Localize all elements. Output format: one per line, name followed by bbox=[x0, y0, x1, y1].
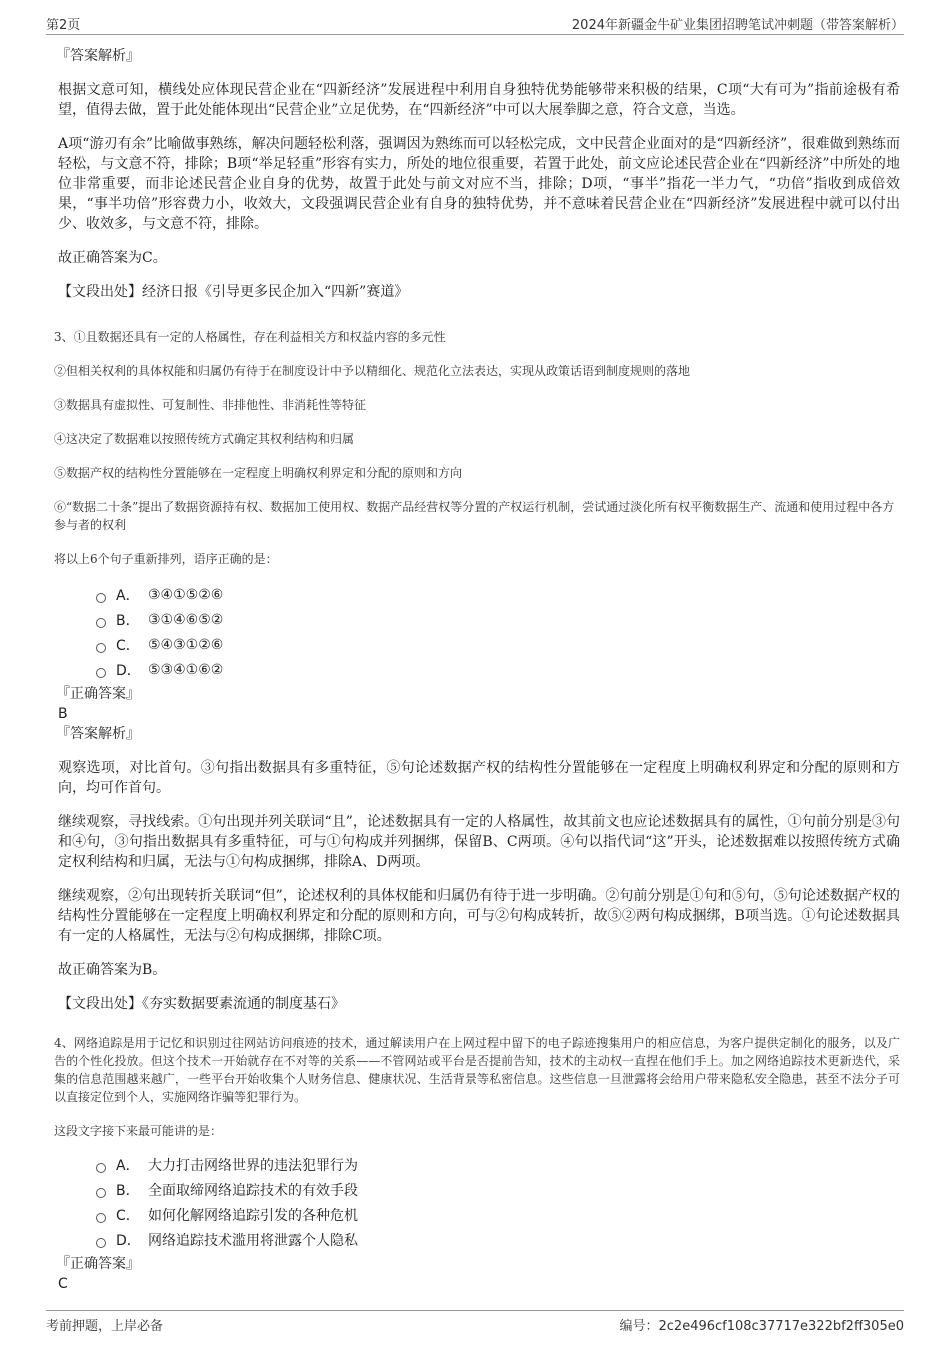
analysis-label: 『答案解析』 bbox=[56, 48, 140, 64]
source-citation: 【文段出处】经济日报《引导更多民企加入“四新”赛道》 bbox=[58, 284, 409, 300]
radio-icon[interactable] bbox=[96, 1188, 106, 1198]
question-3 bbox=[56, 328, 900, 1014]
option-list bbox=[96, 1152, 900, 1252]
correct-answer: B bbox=[58, 706, 68, 722]
correct-answer-label: 『正确答案』 bbox=[56, 1256, 140, 1272]
option-c[interactable]: C． 如何化解网络追踪引发的各种危机 bbox=[96, 1202, 900, 1227]
question-line: ②但相关权利的具体权能和归属仍有待于在制度设计中予以精细化、规范化立法表达，实现从政策话语到制度规则的落地 bbox=[54, 364, 691, 378]
radio-icon[interactable] bbox=[96, 618, 106, 628]
analysis-paragraph: 继续观察，寻找线索。①句出现并列关联词“且”，论述数据具有一定的人格属性，故其前文也应论述数据具有的属性，①句前分别是③句和④句，③句指出数据具有多重特征，可与①句构成并列捆绑，保留B、C两项。④句以指代词“这”开头，论述数据难以按照传统方式确定权利结构和归属，无法与①句构成捆绑，排除A、D两项。 bbox=[58, 814, 900, 870]
correct-answer: C bbox=[58, 1276, 68, 1292]
radio-icon[interactable] bbox=[96, 643, 106, 653]
question-line: ④这决定了数据难以按照传统方式确定其权利结构和归属 bbox=[54, 432, 355, 446]
question-stem: 4、网络追踪是用于记忆和识别过往网站访问痕迹的技术，通过解读用户在上网过程中留下的电子踪迹搜集用户的相应信息，为客户提供定制化的服务，以及广告的个性化投放。但这个技术一开始就存在不对等的关系——不管网站或平台是否提前告知，技术的主动权一直捏在他们手上。加之网络追踪技术更新迭代，采集的信息范围越来越广，一些平台开始收集个人财务信息、健康状况、生活背景等私密信息。这些信息一旦泄露将会给用户带来隐私安全隐患，甚至不法分子可以直接定位到个人，实施网络诈骗等犯罪行为。 bbox=[54, 1036, 900, 1104]
radio-icon[interactable] bbox=[96, 1238, 106, 1248]
analysis-label: 『答案解析』 bbox=[56, 726, 140, 742]
question-4 bbox=[56, 1034, 900, 1294]
question-prompt: 这段文字接下来最可能讲的是： bbox=[54, 1124, 223, 1138]
option-list bbox=[96, 582, 900, 682]
radio-icon[interactable] bbox=[96, 1213, 106, 1223]
radio-icon[interactable] bbox=[96, 668, 106, 678]
option-c[interactable]: C． ⑤④③①②⑥ bbox=[96, 632, 900, 657]
analysis-paragraph: 根据文意可知，横线处应体现民营企业在“四新经济”发展进程中利用自身独特优势能够带来积极的结果，C项“大有可为”指前途极有希望，值得去做，置于此处能体现出“民营企业”立足优势，在“四新经济”中可以大展拳脚之意，符合文意，当选。 bbox=[58, 82, 900, 118]
document-code bbox=[619, 1315, 904, 1334]
question-line: 3、①且数据还具有一定的人格属性，存在利益相关方和权益内容的多元性 bbox=[54, 330, 446, 344]
question-2-analysis bbox=[56, 46, 900, 302]
question-line: ⑥“数据二十条”提出了数据资源持有权、数据加工使用权、数据产品经营权等分置的产权运行机制，尝试通过淡化所有权平衡数据生产、流通和使用过程中各方参与者的权利 bbox=[54, 500, 895, 532]
code-label: 编号： bbox=[619, 1319, 659, 1334]
page-content bbox=[56, 44, 900, 1294]
option-a[interactable]: A． ③④①⑤②⑥ bbox=[96, 582, 900, 607]
option-b[interactable]: B． ③①④⑥⑤② bbox=[96, 607, 900, 632]
correct-answer-label: 『正确答案』 bbox=[56, 686, 140, 702]
page-number: 第2页 bbox=[46, 18, 81, 33]
radio-icon[interactable] bbox=[96, 1163, 106, 1173]
option-a[interactable]: A． 大力打击网络世界的违法犯罪行为 bbox=[96, 1152, 900, 1177]
option-b[interactable]: B． 全面取缔网络追踪技术的有效手段 bbox=[96, 1177, 900, 1202]
question-line: ③数据具有虚拟性、可复制性、非排他性、非消耗性等特征 bbox=[54, 398, 367, 412]
option-d[interactable]: D． ⑤③④①⑥② bbox=[96, 657, 900, 682]
code-value: 2c2e496cf108c37717e322bf2ff305e0 bbox=[658, 1319, 904, 1334]
footer-slogan: 考前押题，上岸必备 bbox=[46, 1319, 164, 1334]
analysis-paragraph: 故正确答案为B。 bbox=[58, 962, 167, 978]
question-line: ⑤数据产权的结构性分置能够在一定程度上明确权利界定和分配的原则和方向 bbox=[54, 466, 463, 480]
analysis-paragraph: 继续观察，②句出现转折关联词“但”，论述权利的具体权能和归属仍有待于进一步明确。②句前分别是①句和⑤句，⑤句论述数据产权的结构性分置能够在一定程度上明确权利界定和分配的原则和方向，可与②句构成转折，故⑤②两句构成捆绑，B项当选。①句论述数据具有一定的人格属性，无法与②句构成捆绑，排除C项。 bbox=[58, 888, 900, 944]
option-d[interactable]: D． 网络追踪技术滥用将泄露个人隐私 bbox=[96, 1227, 900, 1252]
document-title: 2024年新疆金牛矿业集团招聘笔试冲刺题（带答案解析） bbox=[571, 18, 904, 33]
question-prompt: 将以上6个句子重新排列，语序正确的是： bbox=[54, 552, 278, 566]
analysis-paragraph: 观察选项，对比首句。③句指出数据具有多重特征，⑤句论述数据产权的结构性分置能够在一定程度上明确权利界定和分配的原则和方向，均可作首句。 bbox=[58, 760, 900, 796]
analysis-paragraph: 故正确答案为C。 bbox=[58, 250, 167, 266]
analysis-paragraph: A项“游刃有余”比喻做事熟练，解决问题轻松利落，强调因为熟练而可以轻松完成，文中民营企业面对的是“四新经济”，很难做到熟练而轻松，与文意不符，排除；B项“举足轻重”形容有实力，所处的地位很重要，若置于此处，前文应论述民营企业在“四新经济”中所处的地位非常重要，而非论述民营企业自身的优势，故置于此处与前文对应不当，排除；D项，“事半”指花一半力气，“功倍”指收到成倍效果，“事半功倍”形容费力小，收效大，文段强调民营企业有自身的独特优势，并不意味着民营企业在“四新经济”发展进程中就可以付出少、收效多，与文意不符，排除。 bbox=[58, 136, 900, 232]
radio-icon[interactable] bbox=[96, 593, 106, 603]
source-citation: 【文段出处】《夯实数据要素流通的制度基石》 bbox=[58, 996, 345, 1012]
page-footer bbox=[46, 1310, 904, 1335]
page-header bbox=[46, 12, 904, 35]
